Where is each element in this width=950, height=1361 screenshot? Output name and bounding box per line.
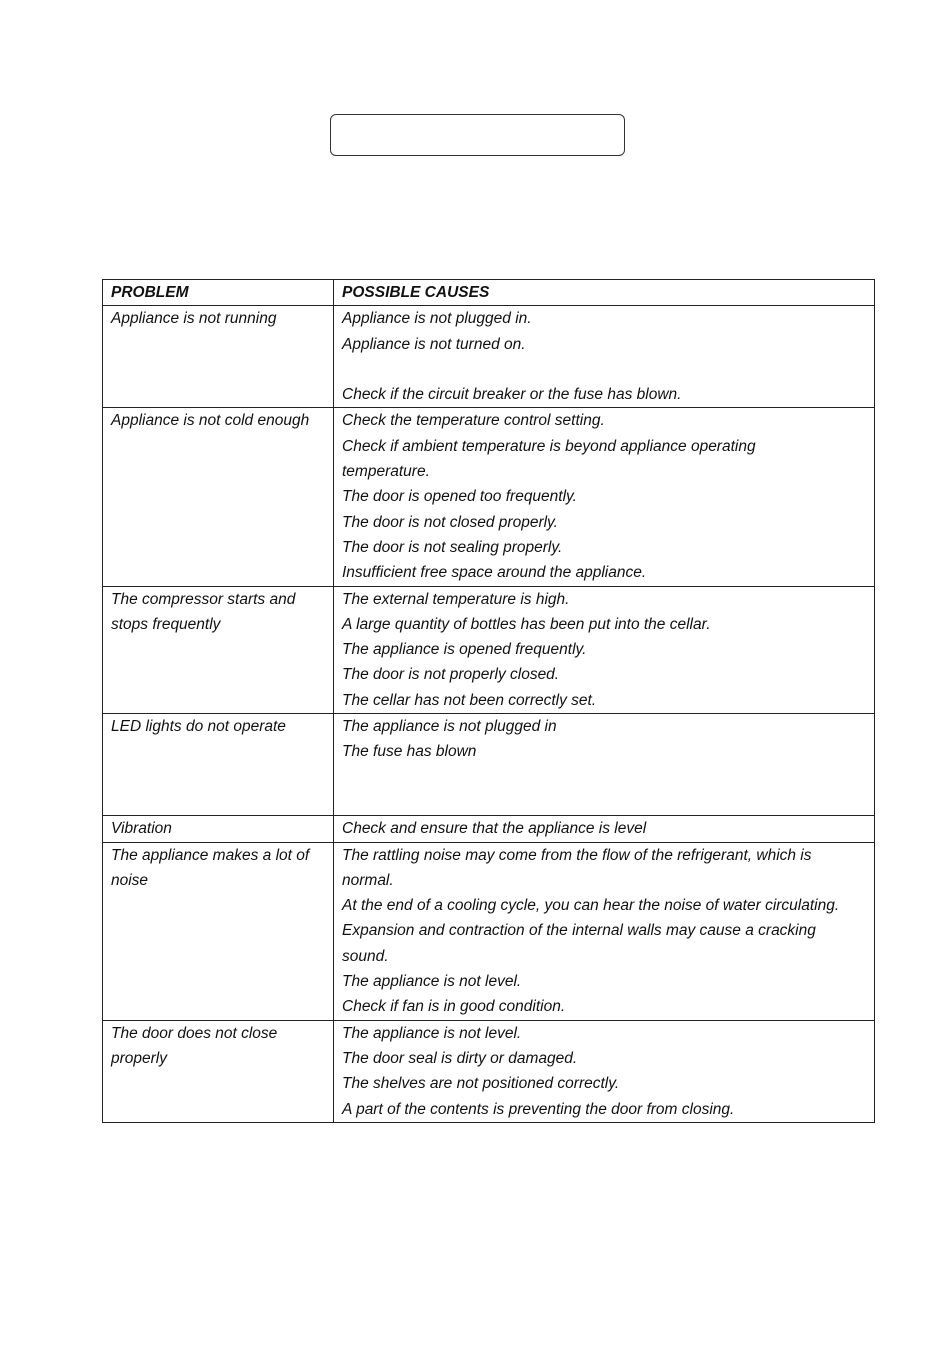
cause-line: Insufficient free space around the appliance. — [342, 564, 647, 582]
problem-text: The compressor starts and stops frequently — [111, 590, 296, 633]
table-header-row — [103, 280, 875, 306]
causes-cell — [334, 816, 875, 842]
problem-cell — [103, 586, 334, 713]
problem-column-header: PROBLEM — [103, 280, 334, 306]
cause-line: The door is opened too frequently. — [342, 488, 577, 506]
cause-line: The rattling noise may come from the flow of the refrigerant, which is — [342, 846, 812, 864]
problem-text: The appliance makes a lot of noise — [111, 846, 310, 889]
problem-cell — [103, 816, 334, 842]
causes-cell — [334, 842, 875, 1020]
causes-cell — [334, 586, 875, 713]
blank-line — [342, 765, 866, 790]
title-box — [330, 114, 625, 156]
causes-cell — [334, 408, 875, 586]
cause-line: The appliance is not level. — [342, 1024, 522, 1042]
causes-cell — [334, 714, 875, 816]
problem-text: Appliance is not running — [111, 310, 277, 328]
causes-cell — [334, 306, 875, 408]
problem-text: The door does not close properly — [111, 1024, 278, 1067]
cause-line: temperature. — [342, 463, 430, 481]
problem-text: Vibration — [111, 820, 172, 838]
blank-line — [342, 790, 866, 815]
cause-line: The appliance is opened frequently. — [342, 641, 587, 659]
cause-line: At the end of a cooling cycle, you can hear the noise of water circulating. — [342, 897, 840, 915]
cause-line: Check if fan is in good condition. — [342, 998, 566, 1016]
problem-cell — [103, 1020, 334, 1122]
table-row — [103, 586, 875, 713]
cause-line: A large quantity of bottles has been put into the cellar. — [342, 615, 711, 633]
cause-line: The cellar has not been correctly set. — [342, 691, 597, 709]
cause-line: Expansion and contraction of the internal walls may cause a cracking — [342, 922, 816, 940]
cause-line: The appliance is not plugged in — [342, 718, 557, 736]
cause-line: Check and ensure that the appliance is level — [342, 820, 647, 838]
table-row — [103, 408, 875, 586]
cause-line: Check the temperature control setting. — [342, 412, 605, 430]
problem-cell — [103, 408, 334, 586]
cause-line: The appliance is not level. — [342, 973, 522, 991]
cause-line: The door seal is dirty or damaged. — [342, 1049, 578, 1067]
table-row — [103, 306, 875, 408]
problem-cell — [103, 842, 334, 1020]
causes-column-header: POSSIBLE CAUSES — [334, 280, 875, 306]
cause-line: The door is not closed properly. — [342, 513, 558, 531]
cause-line: The door is not properly closed. — [342, 666, 560, 684]
problem-text: Appliance is not cold enough — [111, 412, 310, 430]
cause-line: sound. — [342, 947, 389, 965]
table-row — [103, 842, 875, 1020]
cause-line: The shelves are not positioned correctly. — [342, 1075, 620, 1093]
cause-line: Appliance is not turned on. — [342, 335, 526, 353]
cause-line: Appliance is not plugged in. — [342, 310, 532, 328]
cause-line: Check if the circuit breaker or the fuse has blown. — [342, 386, 682, 404]
table-row — [103, 1020, 875, 1122]
causes-cell — [334, 1020, 875, 1122]
problem-cell — [103, 714, 334, 816]
troubleshooting-table — [102, 279, 875, 1123]
table-row — [103, 714, 875, 816]
blank-line — [342, 357, 866, 382]
problem-cell — [103, 306, 334, 408]
cause-line: Check if ambient temperature is beyond appliance operating — [342, 437, 756, 455]
cause-line: The external temperature is high. — [342, 590, 570, 608]
table-row — [103, 816, 875, 842]
problem-text: LED lights do not operate — [111, 718, 286, 736]
cause-line: The door is not sealing properly. — [342, 538, 563, 556]
cause-line: normal. — [342, 871, 394, 889]
cause-line: A part of the contents is preventing the door from closing. — [342, 1100, 735, 1118]
cause-line: The fuse has blown — [342, 743, 477, 761]
